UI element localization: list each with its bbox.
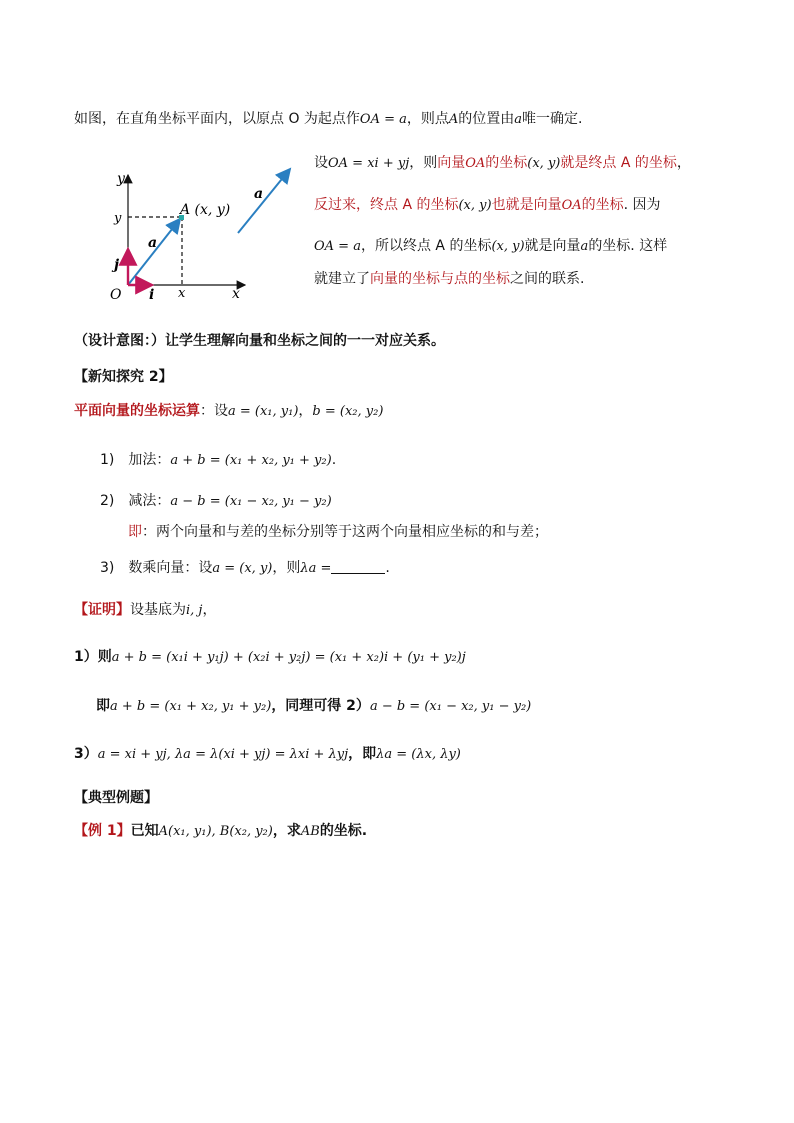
explain-2-red-1: 反过来，终点 A 的坐标 xyxy=(314,197,459,213)
item-3-label: 数乘向量：设 xyxy=(128,560,213,576)
intro-math-a-point: A xyxy=(448,112,459,127)
item-1-num: 1) xyxy=(100,452,115,468)
x-tick-label: x xyxy=(178,286,186,301)
item-3-math-1: a = (x, y) xyxy=(212,561,273,576)
coordinate-figure xyxy=(100,165,300,315)
free-vector-a xyxy=(238,169,290,233)
item-2-note-red: 即 xyxy=(128,524,142,540)
proof-math: i, j xyxy=(186,603,203,618)
y-tick-label: y xyxy=(114,211,122,226)
proof-3-text-1: ，即 xyxy=(348,746,377,762)
section-2-title: 【新知探究 2】 xyxy=(74,369,173,385)
proof-3-math-2: λa = (λx, λy) xyxy=(376,747,461,762)
explain-2-math-2: OA xyxy=(561,198,582,213)
intro-math-a-vector: a xyxy=(514,112,523,127)
explain-3-math-1: OA = a xyxy=(314,239,361,254)
vector-oa xyxy=(128,219,180,285)
explain-3-math-3: a xyxy=(580,239,589,254)
proof-text-1: 设基底为 xyxy=(130,602,186,618)
coord-ops-line xyxy=(74,400,383,423)
intro-text-4: 唯一确定. xyxy=(522,111,583,127)
proof-step-1b xyxy=(96,695,531,718)
example-1-math-1: A(x₁, y₁), B(x₂, y₂) xyxy=(158,824,273,839)
explain-4-red-1: 向量的坐标与点的坐标 xyxy=(370,271,510,287)
intro-text-2: ，则点 xyxy=(406,111,449,127)
item-addition xyxy=(100,449,336,472)
explain-line-1 xyxy=(314,152,691,175)
coord-ops-math-a: a = (x₁, y₁) xyxy=(228,404,299,419)
item-1-text: . xyxy=(331,452,337,468)
item-3-math-2: λa = xyxy=(300,561,332,576)
proof-3-num: 3） xyxy=(74,746,98,762)
item-3-answer-blank[interactable] xyxy=(331,559,385,574)
explain-2-red-3: 的坐标 xyxy=(581,197,624,213)
x-axis-label: x xyxy=(232,286,240,302)
example-1-text-3: 的坐标. xyxy=(319,823,368,839)
explain-2-math-1: (x, y) xyxy=(458,198,492,213)
point-a-label: A (x, y) xyxy=(180,202,231,218)
example-1-text-2: ，求 xyxy=(272,823,301,839)
explain-3-text-3: 的坐标. 这样 xyxy=(588,238,668,254)
explain-3-math-2: (x, y) xyxy=(491,239,525,254)
item-2-note-text: ：两个向量和与差的坐标分别等于这两个向量相应坐标的和与差； xyxy=(142,524,548,540)
explain-1-text-1: 设 xyxy=(314,155,328,171)
explain-1-red-2: 的坐标 xyxy=(485,155,528,171)
proof-1b-math-1: a + b = (x₁ + x₂, y₁ + y₂) xyxy=(110,699,272,714)
explain-4-text-1: 就建立了 xyxy=(314,271,370,287)
explain-line-2 xyxy=(314,194,661,217)
design-intent: （设计意图：）让学生理解向量和坐标之间的一一对应关系。 xyxy=(74,333,445,349)
item-2-num: 2) xyxy=(100,493,115,509)
proof-label: 【证明】 xyxy=(74,602,130,618)
proof-1b-math-2: a − b = (x₁ − x₂, y₁ − y₂) xyxy=(369,699,532,714)
example-1-text-1: 已知 xyxy=(130,823,159,839)
proof-text-2: ， xyxy=(202,602,217,618)
proof-3-math-1: a = xi + yj, λa = λ(xi + yj) = λxi + λyj xyxy=(97,747,349,762)
proof-1-num: 1）则 xyxy=(74,649,112,665)
explain-3-text-1: ，所以终点 A 的坐标 xyxy=(360,238,492,254)
examples-title: 【典型例题】 xyxy=(74,790,158,806)
explain-1-math-2: OA xyxy=(465,156,486,171)
explain-line-4 xyxy=(314,268,584,290)
item-3-num: 3) xyxy=(100,560,115,576)
intro-text-3: 的位置由 xyxy=(458,111,515,127)
example-1-label: 【例 1】 xyxy=(74,823,131,839)
example-1-line xyxy=(74,820,367,843)
intro-text-1: 如图，在直角坐标平面内，以原点 O 为起点作 xyxy=(74,111,360,127)
explain-2-text-1: . 因为 xyxy=(623,197,661,213)
intro-line xyxy=(74,108,583,131)
coord-ops-label: 平面向量的坐标运算 xyxy=(74,403,200,419)
explain-1-red-3: 就是终点 A 的坐标 xyxy=(560,155,677,171)
origin-label: O xyxy=(110,287,122,303)
item-2-math: a − b = (x₁ − x₂, y₁ − y₂) xyxy=(170,494,332,509)
item-subtraction xyxy=(100,490,332,513)
vector-i-label: i xyxy=(149,287,155,303)
proof-line xyxy=(74,599,216,622)
proof-step-3 xyxy=(74,743,461,766)
free-vector-a-label: a xyxy=(254,186,264,202)
explain-3-text-2: 就是向量 xyxy=(524,238,581,254)
explain-1-math-1: OA = xi + yj xyxy=(328,156,410,171)
proof-1b-text-2: ，同理可得 2） xyxy=(271,698,370,714)
coord-ops-text-1: ：设 xyxy=(200,403,228,419)
intro-math-oa: OA = a xyxy=(359,112,407,127)
item-1-label: 加法： xyxy=(128,452,171,468)
proof-step-1 xyxy=(74,646,466,669)
item-3-text-2: . xyxy=(385,560,390,576)
explain-line-3 xyxy=(314,235,667,258)
item-scalar xyxy=(100,557,390,580)
item-1-math: a + b = (x₁ + x₂, y₁ + y₂) xyxy=(170,453,332,468)
proof-1-math: a + b = (x₁i + y₁j) + (x₂i + y₂j) = (x₁ + x₂)i + (y₁ + y₂)j xyxy=(111,650,466,665)
coord-ops-text-2: ， xyxy=(298,403,313,419)
explain-2-red-2: 也就是向量 xyxy=(491,197,562,213)
explain-1-text-2: ，则 xyxy=(409,155,438,171)
vector-a-label: a xyxy=(148,235,158,251)
coord-ops-math-b: b = (x₂, y₂) xyxy=(312,404,384,419)
explain-1-text-3: ， xyxy=(676,155,691,171)
proof-1b-text-1: 即 xyxy=(96,698,110,714)
explain-4-text-2: 之间的联系. xyxy=(510,271,585,287)
explain-1-math-3: (x, y) xyxy=(527,156,561,171)
item-3-text-1: ，则 xyxy=(272,560,301,576)
item-2-label: 减法： xyxy=(128,493,171,509)
vector-j-label: j xyxy=(114,257,120,273)
item-2-note xyxy=(128,521,548,543)
explain-1-red-1: 向量 xyxy=(437,155,466,171)
y-axis-label: y xyxy=(117,171,125,187)
example-1-math-2: AB xyxy=(300,824,320,839)
